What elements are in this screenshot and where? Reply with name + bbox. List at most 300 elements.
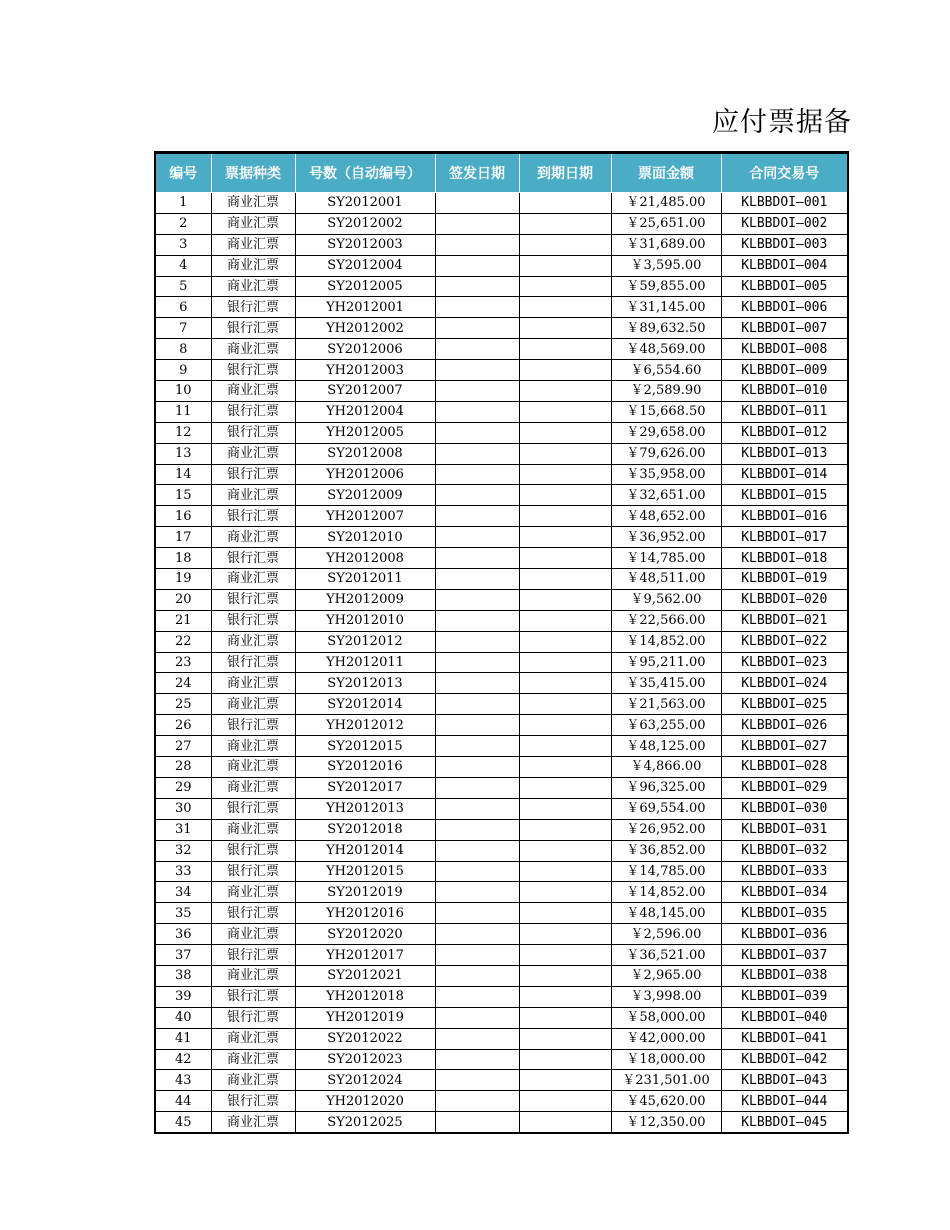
- cell-issue-date[interactable]: [435, 861, 519, 882]
- cell-issue-date[interactable]: [435, 193, 519, 214]
- cell-contract-number[interactable]: KLBBDOI—018: [721, 548, 848, 569]
- cell-id[interactable]: 44: [155, 1091, 211, 1112]
- cell-issue-date[interactable]: [435, 631, 519, 652]
- cell-due-date[interactable]: [519, 924, 611, 945]
- cell-issue-date[interactable]: [435, 443, 519, 464]
- cell-issue-date[interactable]: [435, 1091, 519, 1112]
- cell-issue-date[interactable]: [435, 506, 519, 527]
- cell-id[interactable]: 41: [155, 1028, 211, 1049]
- cell-bill-number[interactable]: SY2012006: [295, 339, 435, 360]
- cell-due-date[interactable]: [519, 777, 611, 798]
- cell-bill-number[interactable]: SY2012020: [295, 924, 435, 945]
- cell-bill-type[interactable]: 商业汇票: [211, 694, 295, 715]
- cell-bill-number[interactable]: SY2012019: [295, 882, 435, 903]
- cell-face-amount[interactable]: ￥14,785.00: [611, 548, 721, 569]
- cell-issue-date[interactable]: [435, 798, 519, 819]
- cell-bill-type[interactable]: 商业汇票: [211, 569, 295, 590]
- cell-face-amount[interactable]: ￥18,000.00: [611, 1049, 721, 1070]
- cell-due-date[interactable]: [519, 569, 611, 590]
- cell-due-date[interactable]: [519, 757, 611, 778]
- cell-face-amount[interactable]: ￥35,958.00: [611, 464, 721, 485]
- cell-due-date[interactable]: [519, 443, 611, 464]
- cell-bill-type[interactable]: 银行汇票: [211, 422, 295, 443]
- cell-bill-type[interactable]: 商业汇票: [211, 443, 295, 464]
- cell-id[interactable]: 12: [155, 422, 211, 443]
- cell-bill-number[interactable]: SY2012008: [295, 443, 435, 464]
- cell-issue-date[interactable]: [435, 569, 519, 590]
- cell-due-date[interactable]: [519, 1028, 611, 1049]
- header-issue-date[interactable]: 签发日期: [435, 153, 519, 193]
- cell-contract-number[interactable]: KLBBDOI—008: [721, 339, 848, 360]
- cell-bill-number[interactable]: SY2012015: [295, 736, 435, 757]
- cell-issue-date[interactable]: [435, 673, 519, 694]
- cell-face-amount[interactable]: ￥14,852.00: [611, 882, 721, 903]
- cell-contract-number[interactable]: KLBBDOI—020: [721, 589, 848, 610]
- cell-issue-date[interactable]: [435, 485, 519, 506]
- cell-due-date[interactable]: [519, 1007, 611, 1028]
- cell-issue-date[interactable]: [435, 213, 519, 234]
- cell-bill-type[interactable]: 商业汇票: [211, 527, 295, 548]
- cell-bill-number[interactable]: SY2012016: [295, 757, 435, 778]
- cell-bill-number[interactable]: YH2012012: [295, 715, 435, 736]
- cell-bill-type[interactable]: 银行汇票: [211, 1007, 295, 1028]
- cell-issue-date[interactable]: [435, 422, 519, 443]
- cell-id[interactable]: 8: [155, 339, 211, 360]
- cell-id[interactable]: 5: [155, 276, 211, 297]
- cell-bill-type[interactable]: 商业汇票: [211, 882, 295, 903]
- cell-bill-number[interactable]: YH2012018: [295, 986, 435, 1007]
- cell-issue-date[interactable]: [435, 318, 519, 339]
- cell-bill-number[interactable]: SY2012022: [295, 1028, 435, 1049]
- cell-face-amount[interactable]: ￥79,626.00: [611, 443, 721, 464]
- cell-face-amount[interactable]: ￥4,866.00: [611, 757, 721, 778]
- cell-bill-type[interactable]: 商业汇票: [211, 673, 295, 694]
- cell-bill-type[interactable]: 商业汇票: [211, 276, 295, 297]
- cell-bill-number[interactable]: SY2012005: [295, 276, 435, 297]
- cell-face-amount[interactable]: ￥59,855.00: [611, 276, 721, 297]
- cell-id[interactable]: 6: [155, 297, 211, 318]
- cell-due-date[interactable]: [519, 798, 611, 819]
- cell-bill-number[interactable]: YH2012014: [295, 840, 435, 861]
- cell-bill-number[interactable]: SY2012007: [295, 381, 435, 402]
- cell-face-amount[interactable]: ￥2,596.00: [611, 924, 721, 945]
- cell-due-date[interactable]: [519, 736, 611, 757]
- header-due-date[interactable]: 到期日期: [519, 153, 611, 193]
- cell-id[interactable]: 24: [155, 673, 211, 694]
- cell-face-amount[interactable]: ￥58,000.00: [611, 1007, 721, 1028]
- cell-contract-number[interactable]: KLBBDOI—016: [721, 506, 848, 527]
- cell-bill-number[interactable]: YH2012019: [295, 1007, 435, 1028]
- cell-id[interactable]: 4: [155, 255, 211, 276]
- cell-contract-number[interactable]: KLBBDOI—040: [721, 1007, 848, 1028]
- cell-id[interactable]: 28: [155, 757, 211, 778]
- cell-face-amount[interactable]: ￥69,554.00: [611, 798, 721, 819]
- cell-bill-type[interactable]: 银行汇票: [211, 589, 295, 610]
- cell-face-amount[interactable]: ￥48,652.00: [611, 506, 721, 527]
- cell-id[interactable]: 18: [155, 548, 211, 569]
- cell-due-date[interactable]: [519, 485, 611, 506]
- cell-bill-number[interactable]: SY2012009: [295, 485, 435, 506]
- cell-bill-type[interactable]: 银行汇票: [211, 986, 295, 1007]
- cell-bill-type[interactable]: 银行汇票: [211, 548, 295, 569]
- cell-bill-number[interactable]: YH2012017: [295, 945, 435, 966]
- cell-contract-number[interactable]: KLBBDOI—034: [721, 882, 848, 903]
- cell-contract-number[interactable]: KLBBDOI—017: [721, 527, 848, 548]
- cell-bill-number[interactable]: SY2012021: [295, 965, 435, 986]
- cell-face-amount[interactable]: ￥2,589.90: [611, 381, 721, 402]
- cell-contract-number[interactable]: KLBBDOI—004: [721, 255, 848, 276]
- cell-bill-number[interactable]: YH2012003: [295, 360, 435, 381]
- cell-due-date[interactable]: [519, 401, 611, 422]
- cell-issue-date[interactable]: [435, 715, 519, 736]
- cell-face-amount[interactable]: ￥36,521.00: [611, 945, 721, 966]
- header-bill-number[interactable]: 号数（自动编号）: [295, 153, 435, 193]
- cell-issue-date[interactable]: [435, 339, 519, 360]
- cell-face-amount[interactable]: ￥15,668.50: [611, 401, 721, 422]
- cell-id[interactable]: 35: [155, 903, 211, 924]
- cell-due-date[interactable]: [519, 673, 611, 694]
- cell-bill-type[interactable]: 银行汇票: [211, 401, 295, 422]
- cell-issue-date[interactable]: [435, 986, 519, 1007]
- cell-issue-date[interactable]: [435, 1112, 519, 1133]
- cell-issue-date[interactable]: [435, 610, 519, 631]
- cell-bill-number[interactable]: YH2012002: [295, 318, 435, 339]
- cell-due-date[interactable]: [519, 715, 611, 736]
- cell-due-date[interactable]: [519, 652, 611, 673]
- cell-bill-type[interactable]: 银行汇票: [211, 861, 295, 882]
- cell-contract-number[interactable]: KLBBDOI—022: [721, 631, 848, 652]
- cell-id[interactable]: 31: [155, 819, 211, 840]
- cell-due-date[interactable]: [519, 464, 611, 485]
- cell-face-amount[interactable]: ￥96,325.00: [611, 777, 721, 798]
- cell-face-amount[interactable]: ￥14,785.00: [611, 861, 721, 882]
- cell-bill-number[interactable]: YH2012004: [295, 401, 435, 422]
- cell-bill-type[interactable]: 银行汇票: [211, 318, 295, 339]
- cell-contract-number[interactable]: KLBBDOI—031: [721, 819, 848, 840]
- cell-contract-number[interactable]: KLBBDOI—013: [721, 443, 848, 464]
- cell-contract-number[interactable]: KLBBDOI—042: [721, 1049, 848, 1070]
- cell-contract-number[interactable]: KLBBDOI—033: [721, 861, 848, 882]
- cell-id[interactable]: 43: [155, 1070, 211, 1091]
- cell-id[interactable]: 20: [155, 589, 211, 610]
- cell-bill-type[interactable]: 商业汇票: [211, 485, 295, 506]
- cell-due-date[interactable]: [519, 1070, 611, 1091]
- cell-bill-type[interactable]: 银行汇票: [211, 1091, 295, 1112]
- cell-bill-type[interactable]: 银行汇票: [211, 297, 295, 318]
- cell-face-amount[interactable]: ￥32,651.00: [611, 485, 721, 506]
- cell-bill-type[interactable]: 银行汇票: [211, 945, 295, 966]
- cell-contract-number[interactable]: KLBBDOI—045: [721, 1112, 848, 1133]
- cell-issue-date[interactable]: [435, 757, 519, 778]
- cell-contract-number[interactable]: KLBBDOI—014: [721, 464, 848, 485]
- cell-issue-date[interactable]: [435, 276, 519, 297]
- cell-issue-date[interactable]: [435, 1070, 519, 1091]
- cell-due-date[interactable]: [519, 548, 611, 569]
- cell-contract-number[interactable]: KLBBDOI—025: [721, 694, 848, 715]
- cell-contract-number[interactable]: KLBBDOI—043: [721, 1070, 848, 1091]
- cell-contract-number[interactable]: KLBBDOI—030: [721, 798, 848, 819]
- cell-due-date[interactable]: [519, 1112, 611, 1133]
- header-face-amount[interactable]: 票面金额: [611, 153, 721, 193]
- header-contract-number[interactable]: 合同交易号: [721, 153, 848, 193]
- cell-id[interactable]: 17: [155, 527, 211, 548]
- cell-face-amount[interactable]: ￥12,350.00: [611, 1112, 721, 1133]
- cell-due-date[interactable]: [519, 193, 611, 214]
- cell-face-amount[interactable]: ￥36,952.00: [611, 527, 721, 548]
- cell-issue-date[interactable]: [435, 924, 519, 945]
- cell-bill-type[interactable]: 商业汇票: [211, 193, 295, 214]
- cell-bill-number[interactable]: YH2012013: [295, 798, 435, 819]
- cell-id[interactable]: 42: [155, 1049, 211, 1070]
- cell-bill-type[interactable]: 商业汇票: [211, 819, 295, 840]
- cell-face-amount[interactable]: ￥22,566.00: [611, 610, 721, 631]
- cell-bill-number[interactable]: YH2012008: [295, 548, 435, 569]
- cell-issue-date[interactable]: [435, 736, 519, 757]
- header-id[interactable]: 编号: [155, 153, 211, 193]
- cell-bill-type[interactable]: 银行汇票: [211, 903, 295, 924]
- cell-face-amount[interactable]: ￥45,620.00: [611, 1091, 721, 1112]
- cell-contract-number[interactable]: KLBBDOI—007: [721, 318, 848, 339]
- cell-id[interactable]: 22: [155, 631, 211, 652]
- cell-due-date[interactable]: [519, 861, 611, 882]
- cell-issue-date[interactable]: [435, 840, 519, 861]
- cell-due-date[interactable]: [519, 840, 611, 861]
- cell-bill-number[interactable]: YH2012015: [295, 861, 435, 882]
- cell-id[interactable]: 10: [155, 381, 211, 402]
- cell-contract-number[interactable]: KLBBDOI—038: [721, 965, 848, 986]
- cell-face-amount[interactable]: ￥31,145.00: [611, 297, 721, 318]
- cell-bill-type[interactable]: 银行汇票: [211, 506, 295, 527]
- cell-bill-number[interactable]: SY2012002: [295, 213, 435, 234]
- cell-due-date[interactable]: [519, 276, 611, 297]
- cell-id[interactable]: 27: [155, 736, 211, 757]
- cell-face-amount[interactable]: ￥36,852.00: [611, 840, 721, 861]
- cell-face-amount[interactable]: ￥21,485.00: [611, 193, 721, 214]
- cell-due-date[interactable]: [519, 360, 611, 381]
- cell-bill-number[interactable]: SY2012023: [295, 1049, 435, 1070]
- cell-contract-number[interactable]: KLBBDOI—003: [721, 234, 848, 255]
- cell-bill-type[interactable]: 银行汇票: [211, 840, 295, 861]
- cell-bill-type[interactable]: 商业汇票: [211, 924, 295, 945]
- cell-contract-number[interactable]: KLBBDOI—032: [721, 840, 848, 861]
- cell-issue-date[interactable]: [435, 1028, 519, 1049]
- cell-face-amount[interactable]: ￥35,415.00: [611, 673, 721, 694]
- cell-id[interactable]: 33: [155, 861, 211, 882]
- cell-face-amount[interactable]: ￥31,689.00: [611, 234, 721, 255]
- cell-bill-number[interactable]: SY2012001: [295, 193, 435, 214]
- cell-due-date[interactable]: [519, 610, 611, 631]
- cell-due-date[interactable]: [519, 506, 611, 527]
- cell-face-amount[interactable]: ￥48,569.00: [611, 339, 721, 360]
- cell-bill-number[interactable]: SY2012014: [295, 694, 435, 715]
- cell-contract-number[interactable]: KLBBDOI—001: [721, 193, 848, 214]
- cell-bill-type[interactable]: 商业汇票: [211, 631, 295, 652]
- cell-issue-date[interactable]: [435, 401, 519, 422]
- cell-bill-number[interactable]: YH2012007: [295, 506, 435, 527]
- cell-id[interactable]: 32: [155, 840, 211, 861]
- cell-bill-type[interactable]: 银行汇票: [211, 610, 295, 631]
- cell-face-amount[interactable]: ￥29,658.00: [611, 422, 721, 443]
- cell-bill-number[interactable]: SY2012012: [295, 631, 435, 652]
- cell-due-date[interactable]: [519, 213, 611, 234]
- cell-id[interactable]: 1: [155, 193, 211, 214]
- cell-contract-number[interactable]: KLBBDOI—021: [721, 610, 848, 631]
- cell-id[interactable]: 25: [155, 694, 211, 715]
- cell-issue-date[interactable]: [435, 882, 519, 903]
- cell-issue-date[interactable]: [435, 464, 519, 485]
- cell-due-date[interactable]: [519, 694, 611, 715]
- cell-bill-type[interactable]: 银行汇票: [211, 652, 295, 673]
- cell-due-date[interactable]: [519, 255, 611, 276]
- cell-issue-date[interactable]: [435, 381, 519, 402]
- cell-due-date[interactable]: [519, 318, 611, 339]
- cell-face-amount[interactable]: ￥25,651.00: [611, 213, 721, 234]
- cell-issue-date[interactable]: [435, 589, 519, 610]
- cell-bill-number[interactable]: SY2012017: [295, 777, 435, 798]
- cell-issue-date[interactable]: [435, 255, 519, 276]
- cell-bill-type[interactable]: 商业汇票: [211, 1070, 295, 1091]
- cell-bill-type[interactable]: 银行汇票: [211, 464, 295, 485]
- cell-due-date[interactable]: [519, 339, 611, 360]
- cell-contract-number[interactable]: KLBBDOI—028: [721, 757, 848, 778]
- cell-bill-number[interactable]: YH2012005: [295, 422, 435, 443]
- cell-bill-type[interactable]: 商业汇票: [211, 234, 295, 255]
- cell-id[interactable]: 45: [155, 1112, 211, 1133]
- cell-contract-number[interactable]: KLBBDOI—012: [721, 422, 848, 443]
- cell-id[interactable]: 36: [155, 924, 211, 945]
- cell-id[interactable]: 26: [155, 715, 211, 736]
- cell-face-amount[interactable]: ￥48,125.00: [611, 736, 721, 757]
- cell-issue-date[interactable]: [435, 1049, 519, 1070]
- cell-id[interactable]: 21: [155, 610, 211, 631]
- cell-issue-date[interactable]: [435, 527, 519, 548]
- cell-due-date[interactable]: [519, 965, 611, 986]
- cell-due-date[interactable]: [519, 986, 611, 1007]
- cell-contract-number[interactable]: KLBBDOI—002: [721, 213, 848, 234]
- cell-issue-date[interactable]: [435, 652, 519, 673]
- cell-bill-type[interactable]: 商业汇票: [211, 1049, 295, 1070]
- cell-bill-type[interactable]: 商业汇票: [211, 213, 295, 234]
- cell-face-amount[interactable]: ￥3,998.00: [611, 986, 721, 1007]
- cell-id[interactable]: 2: [155, 213, 211, 234]
- cell-face-amount[interactable]: ￥48,511.00: [611, 569, 721, 590]
- cell-due-date[interactable]: [519, 234, 611, 255]
- cell-face-amount[interactable]: ￥14,852.00: [611, 631, 721, 652]
- cell-bill-type[interactable]: 商业汇票: [211, 339, 295, 360]
- cell-id[interactable]: 37: [155, 945, 211, 966]
- cell-contract-number[interactable]: KLBBDOI—026: [721, 715, 848, 736]
- cell-due-date[interactable]: [519, 882, 611, 903]
- cell-face-amount[interactable]: ￥2,965.00: [611, 965, 721, 986]
- cell-contract-number[interactable]: KLBBDOI—041: [721, 1028, 848, 1049]
- cell-issue-date[interactable]: [435, 777, 519, 798]
- cell-contract-number[interactable]: KLBBDOI—019: [721, 569, 848, 590]
- cell-contract-number[interactable]: KLBBDOI—011: [721, 401, 848, 422]
- cell-id[interactable]: 38: [155, 965, 211, 986]
- cell-issue-date[interactable]: [435, 548, 519, 569]
- cell-face-amount[interactable]: ￥48,145.00: [611, 903, 721, 924]
- cell-due-date[interactable]: [519, 819, 611, 840]
- cell-face-amount[interactable]: ￥89,632.50: [611, 318, 721, 339]
- cell-id[interactable]: 14: [155, 464, 211, 485]
- cell-id[interactable]: 15: [155, 485, 211, 506]
- cell-issue-date[interactable]: [435, 819, 519, 840]
- cell-bill-number[interactable]: YH2012001: [295, 297, 435, 318]
- cell-face-amount[interactable]: ￥26,952.00: [611, 819, 721, 840]
- cell-issue-date[interactable]: [435, 965, 519, 986]
- cell-bill-type[interactable]: 商业汇票: [211, 381, 295, 402]
- cell-bill-type[interactable]: 商业汇票: [211, 1028, 295, 1049]
- cell-issue-date[interactable]: [435, 694, 519, 715]
- cell-face-amount[interactable]: ￥9,562.00: [611, 589, 721, 610]
- cell-bill-number[interactable]: SY2012025: [295, 1112, 435, 1133]
- cell-id[interactable]: 7: [155, 318, 211, 339]
- cell-bill-number[interactable]: SY2012024: [295, 1070, 435, 1091]
- cell-due-date[interactable]: [519, 1049, 611, 1070]
- cell-id[interactable]: 3: [155, 234, 211, 255]
- cell-id[interactable]: 30: [155, 798, 211, 819]
- cell-bill-number[interactable]: YH2012011: [295, 652, 435, 673]
- cell-bill-type[interactable]: 银行汇票: [211, 798, 295, 819]
- cell-bill-number[interactable]: YH2012010: [295, 610, 435, 631]
- cell-issue-date[interactable]: [435, 903, 519, 924]
- cell-bill-number[interactable]: YH2012020: [295, 1091, 435, 1112]
- cell-id[interactable]: 19: [155, 569, 211, 590]
- cell-due-date[interactable]: [519, 903, 611, 924]
- cell-id[interactable]: 40: [155, 1007, 211, 1028]
- cell-contract-number[interactable]: KLBBDOI—010: [721, 381, 848, 402]
- cell-face-amount[interactable]: ￥3,595.00: [611, 255, 721, 276]
- cell-id[interactable]: 9: [155, 360, 211, 381]
- cell-bill-type[interactable]: 商业汇票: [211, 255, 295, 276]
- cell-bill-type[interactable]: 商业汇票: [211, 965, 295, 986]
- cell-contract-number[interactable]: KLBBDOI—027: [721, 736, 848, 757]
- cell-id[interactable]: 11: [155, 401, 211, 422]
- cell-face-amount[interactable]: ￥21,563.00: [611, 694, 721, 715]
- cell-bill-number[interactable]: SY2012011: [295, 569, 435, 590]
- cell-contract-number[interactable]: KLBBDOI—024: [721, 673, 848, 694]
- cell-contract-number[interactable]: KLBBDOI—029: [721, 777, 848, 798]
- cell-bill-number[interactable]: SY2012013: [295, 673, 435, 694]
- cell-due-date[interactable]: [519, 1091, 611, 1112]
- cell-id[interactable]: 34: [155, 882, 211, 903]
- cell-bill-type[interactable]: 商业汇票: [211, 777, 295, 798]
- cell-face-amount[interactable]: ￥6,554.60: [611, 360, 721, 381]
- cell-due-date[interactable]: [519, 631, 611, 652]
- cell-contract-number[interactable]: KLBBDOI—035: [721, 903, 848, 924]
- cell-contract-number[interactable]: KLBBDOI—023: [721, 652, 848, 673]
- cell-bill-type[interactable]: 商业汇票: [211, 757, 295, 778]
- cell-contract-number[interactable]: KLBBDOI—039: [721, 986, 848, 1007]
- cell-contract-number[interactable]: KLBBDOI—044: [721, 1091, 848, 1112]
- cell-face-amount[interactable]: ￥42,000.00: [611, 1028, 721, 1049]
- cell-id[interactable]: 16: [155, 506, 211, 527]
- cell-issue-date[interactable]: [435, 360, 519, 381]
- cell-contract-number[interactable]: KLBBDOI—037: [721, 945, 848, 966]
- cell-face-amount[interactable]: ￥231,501.00: [611, 1070, 721, 1091]
- cell-contract-number[interactable]: KLBBDOI—006: [721, 297, 848, 318]
- cell-bill-number[interactable]: YH2012006: [295, 464, 435, 485]
- cell-bill-type[interactable]: 银行汇票: [211, 360, 295, 381]
- cell-contract-number[interactable]: KLBBDOI—036: [721, 924, 848, 945]
- cell-contract-number[interactable]: KLBBDOI—005: [721, 276, 848, 297]
- cell-bill-type[interactable]: 商业汇票: [211, 736, 295, 757]
- cell-bill-type[interactable]: 银行汇票: [211, 715, 295, 736]
- cell-due-date[interactable]: [519, 297, 611, 318]
- cell-bill-number[interactable]: SY2012018: [295, 819, 435, 840]
- cell-bill-number[interactable]: YH2012016: [295, 903, 435, 924]
- cell-contract-number[interactable]: KLBBDOI—009: [721, 360, 848, 381]
